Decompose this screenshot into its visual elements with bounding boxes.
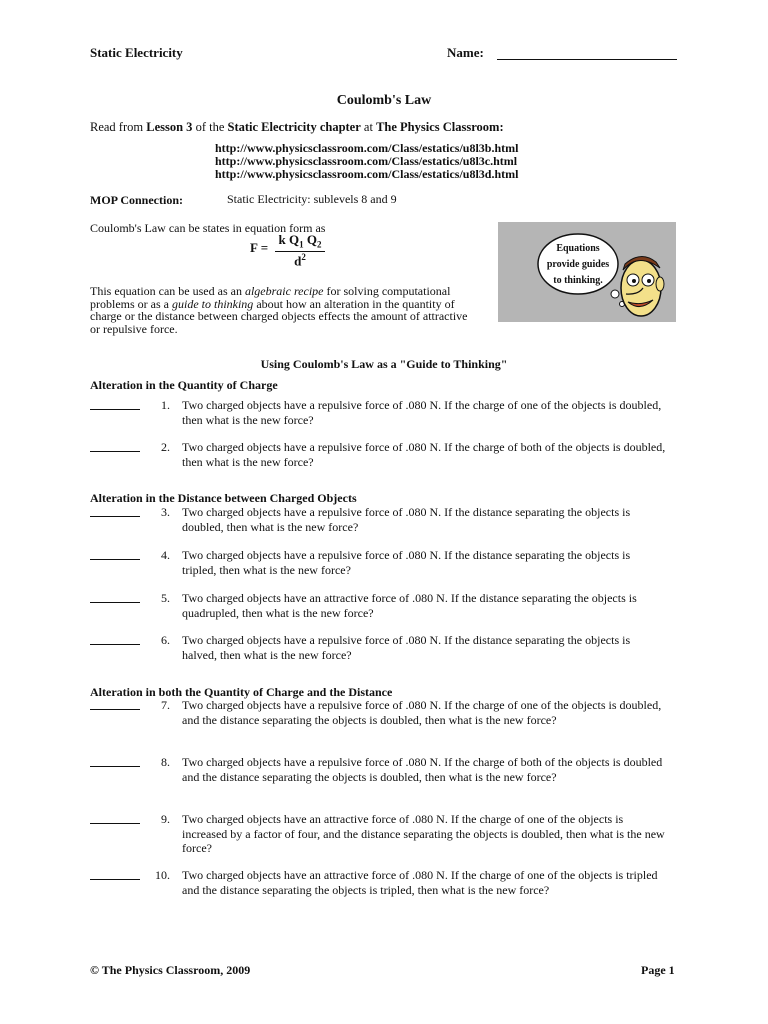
coulomb-formula (250, 232, 322, 268)
svg-text:provide guides: provide guides (546, 259, 610, 270)
url-link[interactable]: http://www.physicsclassroom.com/Class/estatics/u8l3b.html (215, 141, 519, 155)
guide-subtitle: Using Coulomb's Law as a "Guide to Thinking" (260, 357, 508, 371)
question-number: 3. (161, 505, 170, 519)
formula-numerator: k $Q_1$ $Q_2$ (275, 232, 325, 252)
section-heading-distance: Alteration in the Distance between Charged Objects (90, 491, 357, 505)
question-text: Two charged objects have a repulsive force of .080 N. If the distance separating the objects is tripled, then what is the new force? (182, 548, 631, 577)
equation-intro: Coulomb's Law can be states in equation form as (90, 221, 326, 235)
question-text: Two charged objects have a repulsive force of .080 N. If the charge of one of the objects is doubled, then what is the new force? (182, 398, 662, 427)
url-link[interactable]: http://www.physicsclassroom.com/Class/estatics/u8l3c.html (215, 154, 518, 168)
answer-blank[interactable] (90, 602, 140, 603)
question-text: Two charged objects have an attractive force of .080 N. If the charge of one of the objects is increased by a factor of four, and the distance separating the objects is doubled, then what is the new force? (182, 812, 665, 855)
mop-label: MOP Connection: (90, 193, 183, 207)
equation-note: This equation can be used as an algebraic recipe for solving computational problems or as a guide to thinking about how an alteration in the quantity of charge or the distance between charged objects effects the amount of attractive or repulsive force. (90, 284, 468, 336)
question-number: 10. (155, 868, 170, 882)
question-number: 1. (161, 398, 170, 412)
answer-blank[interactable] (90, 516, 140, 517)
svg-text:to thinking.: to thinking. (553, 275, 603, 286)
answer-blank[interactable] (90, 409, 140, 410)
thinking-cartoon (498, 222, 676, 322)
question-text: Two charged objects have a repulsive force of .080 N. If the distance separating the objects is halved, then what is the new force? (182, 633, 631, 662)
question-number: 5. (161, 591, 170, 605)
url-list (215, 142, 518, 181)
name-label: Name: (447, 45, 484, 60)
answer-blank[interactable] (90, 709, 140, 710)
question-text: Two charged objects have a repulsive force of .080 N. If the charge of both of the objects is doubled and the distance separating the objects is doubled, then what is the new force? (182, 755, 663, 784)
url-link[interactable]: http://www.physicsclassroom.com/Class/estatics/u8l3d.html (215, 167, 519, 181)
section-heading-charge: Alteration in the Quantity of Charge (90, 378, 278, 392)
formula-fraction (275, 232, 325, 269)
answer-blank[interactable] (90, 451, 140, 452)
page-title: Coulomb's Law (336, 93, 432, 108)
answer-blank[interactable] (90, 823, 140, 824)
answer-blank[interactable] (90, 766, 140, 767)
mop-value: Static Electricity: sublevels 8 and 9 (227, 192, 397, 206)
question-number: 9. (161, 812, 170, 826)
question-number: 4. (161, 548, 170, 562)
question-text: Two charged objects have a repulsive force of .080 N. If the charge of one of the objects is doubled, and the distance separating the objects is doubled, then what is the new force? (182, 698, 662, 727)
name-input-line[interactable] (497, 59, 677, 60)
question-number: 7. (161, 698, 170, 712)
question-text: Two charged objects have an attractive force of .080 N. If the charge of one of the objects is tripled and the distance separating the objects is tripled, then what is the new force? (182, 868, 658, 897)
question-text: Two charged objects have a repulsive force of .080 N. If the charge of both of the objects is doubled, then what is the new force? (182, 440, 666, 469)
question-text: Two charged objects have an attractive force of .080 N. If the distance separating the objects is quadrupled, then what is the new force? (182, 591, 637, 620)
cartoon-face-icon (498, 222, 676, 322)
header-title: Static Electricity (90, 45, 183, 60)
section-heading-both: Alteration in both the Quantity of Charge and the Distance (90, 685, 393, 699)
question-text: Two charged objects have a repulsive force of .080 N. If the distance separating the objects is doubled, then what is the new force? (182, 505, 631, 534)
answer-blank[interactable] (90, 559, 140, 560)
question-number: 8. (161, 755, 170, 769)
question-number: 6. (161, 633, 170, 647)
footer-copyright: © The Physics Classroom, 2009 (90, 963, 251, 977)
answer-blank[interactable] (90, 644, 140, 645)
formula-denominator: $d^2$ (294, 251, 306, 268)
question-number: 2. (161, 440, 170, 454)
read-from-line: Read from Lesson 3 of the Static Electricity chapter at The Physics Classroom: (90, 120, 504, 134)
formula-lhs: F = (250, 240, 269, 255)
svg-text:Equations: Equations (556, 243, 600, 254)
footer-page-number: Page 1 (641, 963, 675, 977)
answer-blank[interactable] (90, 879, 140, 880)
